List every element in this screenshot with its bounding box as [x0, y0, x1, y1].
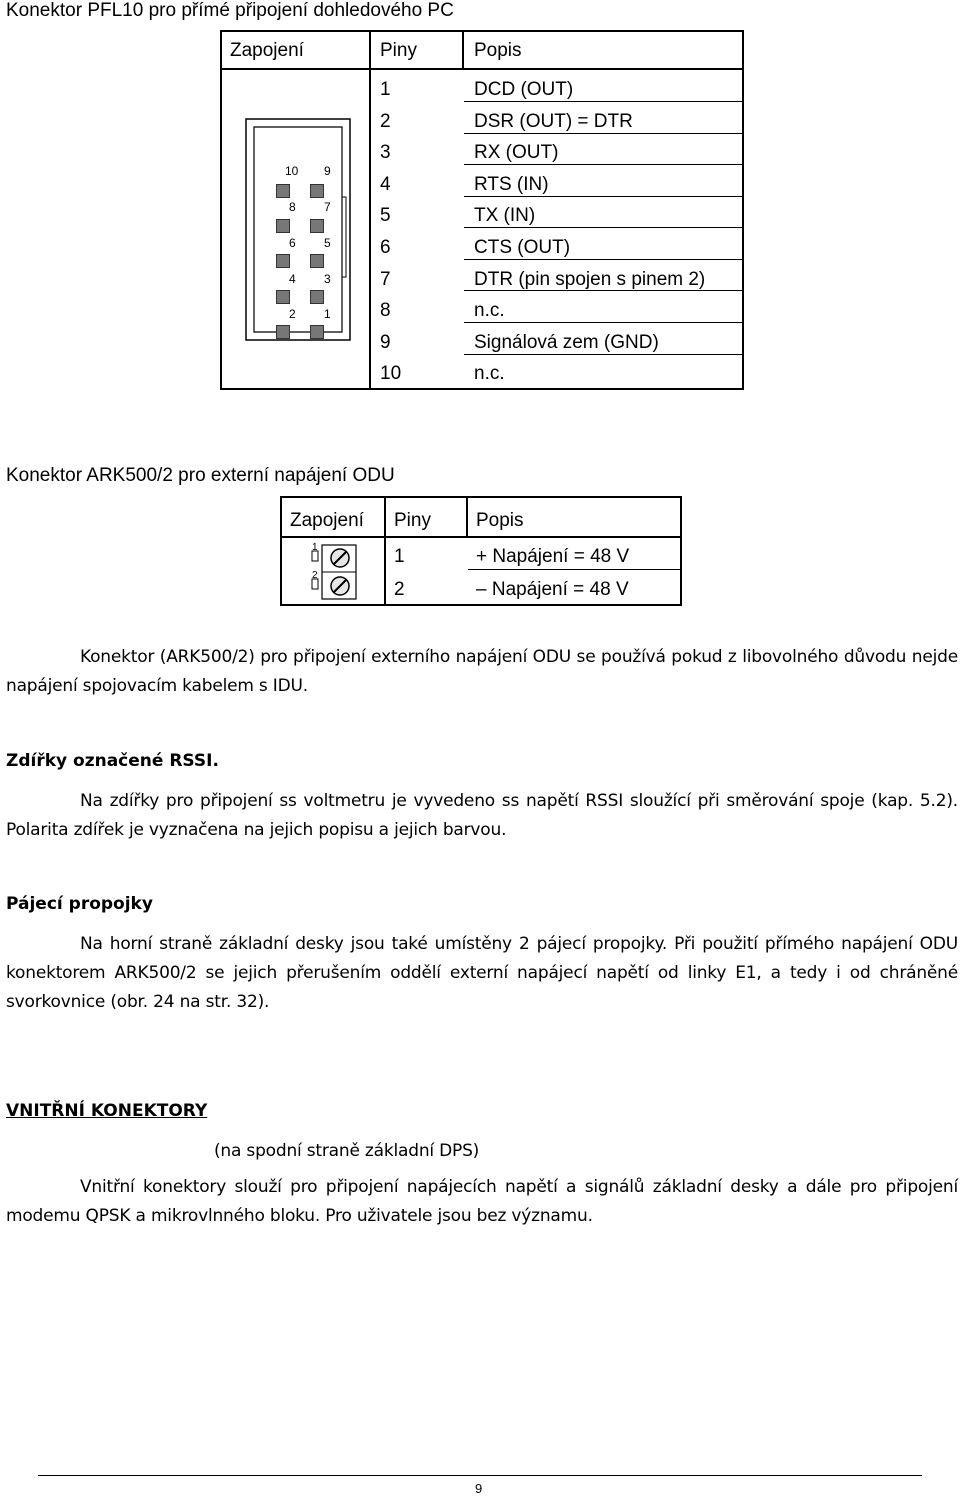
pin-label-9: 9: [324, 164, 331, 178]
connector-outline-icon: [242, 117, 354, 342]
pfl10-row-pin: 7: [380, 269, 391, 290]
pfl10-row-desc: RX (OUT): [474, 142, 559, 163]
pfl10-row-desc: n.c.: [474, 363, 505, 384]
pfl10-row-pin: 4: [380, 174, 391, 195]
pfl10-title: Konektor PFL10 pro přímé připojení dohledového PC: [6, 0, 454, 21]
pfl10-row-desc: RTS (IN): [474, 174, 549, 195]
internal-paragraph: Vnitřní konektory slouží pro připojení napájecích napětí a signálů základní desky a dále pro připojení modemu QPSK a mikrovlnného bloku. Pro uživatele jsou bez významu.: [6, 1177, 958, 1226]
pin-label-6: 6: [289, 236, 296, 250]
pin-label-2: 2: [289, 307, 296, 321]
internal-subheading: (na spodní straně základní DPS): [214, 1141, 480, 1161]
pin-10: [276, 184, 290, 198]
ark500-header-piny: Piny: [394, 510, 431, 531]
ark500-header-zapojeni: Zapojení: [290, 510, 364, 531]
terminal-label-2: 2: [312, 570, 318, 581]
ark500-row-desc: – Napájení = 48 V: [476, 579, 629, 600]
pfl10-row-pin: 10: [380, 363, 402, 384]
pin-label-4: 4: [289, 272, 296, 286]
pin-3: [310, 290, 324, 304]
jumpers-heading: Pájecí propojky: [6, 894, 153, 914]
pfl10-row-pin: 3: [380, 142, 391, 163]
pfl10-connector-diagram: [242, 117, 354, 342]
page-number: 9: [475, 1481, 483, 1496]
pfl10-row-pin: 6: [380, 237, 391, 258]
pin-4: [276, 290, 290, 304]
pfl10-row-pin: 5: [380, 205, 391, 226]
pin-7: [310, 219, 324, 233]
pin-2: [276, 325, 290, 339]
pin-label-7: 7: [324, 200, 331, 214]
pfl10-row-desc: Signálová zem (GND): [474, 332, 659, 353]
pfl10-table: [220, 30, 744, 390]
ark500-row-desc: + Napájení = 48 V: [476, 546, 630, 567]
ark500-table: [280, 496, 682, 606]
internal-heading: VNITŘNÍ KONEKTORY: [6, 1101, 208, 1121]
pin-9: [310, 184, 324, 198]
pfl10-row-desc: n.c.: [474, 300, 505, 321]
pfl10-header-piny: Piny: [380, 40, 417, 61]
pin-label-8: 8: [289, 200, 296, 214]
pin-label-3: 3: [324, 272, 331, 286]
footer-rule: [38, 1475, 922, 1476]
ark500-row-pin: 1: [394, 546, 405, 567]
terminal-label-1: 1: [312, 542, 318, 553]
pfl10-row-desc: TX (IN): [474, 205, 536, 226]
rssi-paragraph: Na zdířky pro připojení ss voltmetru je vyvedeno ss napětí RSSI sloužící při směrování spoje (kap. 5.2). Polarita zdířek je vyznačena na jejich popisu a jejich barvou.: [6, 791, 958, 840]
pfl10-row-pin: 8: [380, 300, 391, 321]
ark500-paragraph: Konektor (ARK500/2) pro připojení externího napájení ODU se používá pokud z libovolného důvodu nejde napájení spojovacím kabelem s IDU.: [6, 647, 958, 696]
ark500-terminal-diagram: [308, 543, 358, 601]
pfl10-row-desc: DTR (pin spojen s pinem 2): [474, 269, 706, 290]
ark500-row-pin: 2: [394, 579, 405, 600]
pfl10-row-desc: CTS (OUT): [474, 237, 571, 258]
pfl10-row-desc: DCD (OUT): [474, 79, 574, 100]
pin-8: [276, 219, 290, 233]
pfl10-row-desc: DSR (OUT) = DTR: [474, 111, 633, 132]
pfl10-header-zapojeni: Zapojení: [230, 40, 304, 61]
pin-1: [310, 325, 324, 339]
pin-5: [310, 254, 324, 268]
pfl10-row-pin: 2: [380, 111, 391, 132]
pfl10-header-popis: Popis: [474, 40, 522, 61]
ark500-title: Konektor ARK500/2 pro externí napájení ODU: [6, 465, 395, 486]
ark500-header-popis: Popis: [476, 510, 524, 531]
pfl10-row-pin: 1: [380, 79, 391, 100]
pin-label-5: 5: [324, 236, 331, 250]
jumpers-paragraph: Na horní straně základní desky jsou také umístěny 2 pájecí propojky. Při použití přímého napájení ODU konektorem ARK500/2 se jejich přerušením oddělí externí napájecí napětí od linky E1, a tedy i od chráněné svorkovnice (obr. 24 na str. 32).: [6, 934, 958, 1012]
rssi-heading: Zdířky označené RSSI.: [6, 751, 219, 771]
pin-label-1: 1: [324, 307, 331, 321]
pin-label-10: 10: [285, 164, 299, 178]
pfl10-row-pin: 9: [380, 332, 391, 353]
pin-6: [276, 254, 290, 268]
